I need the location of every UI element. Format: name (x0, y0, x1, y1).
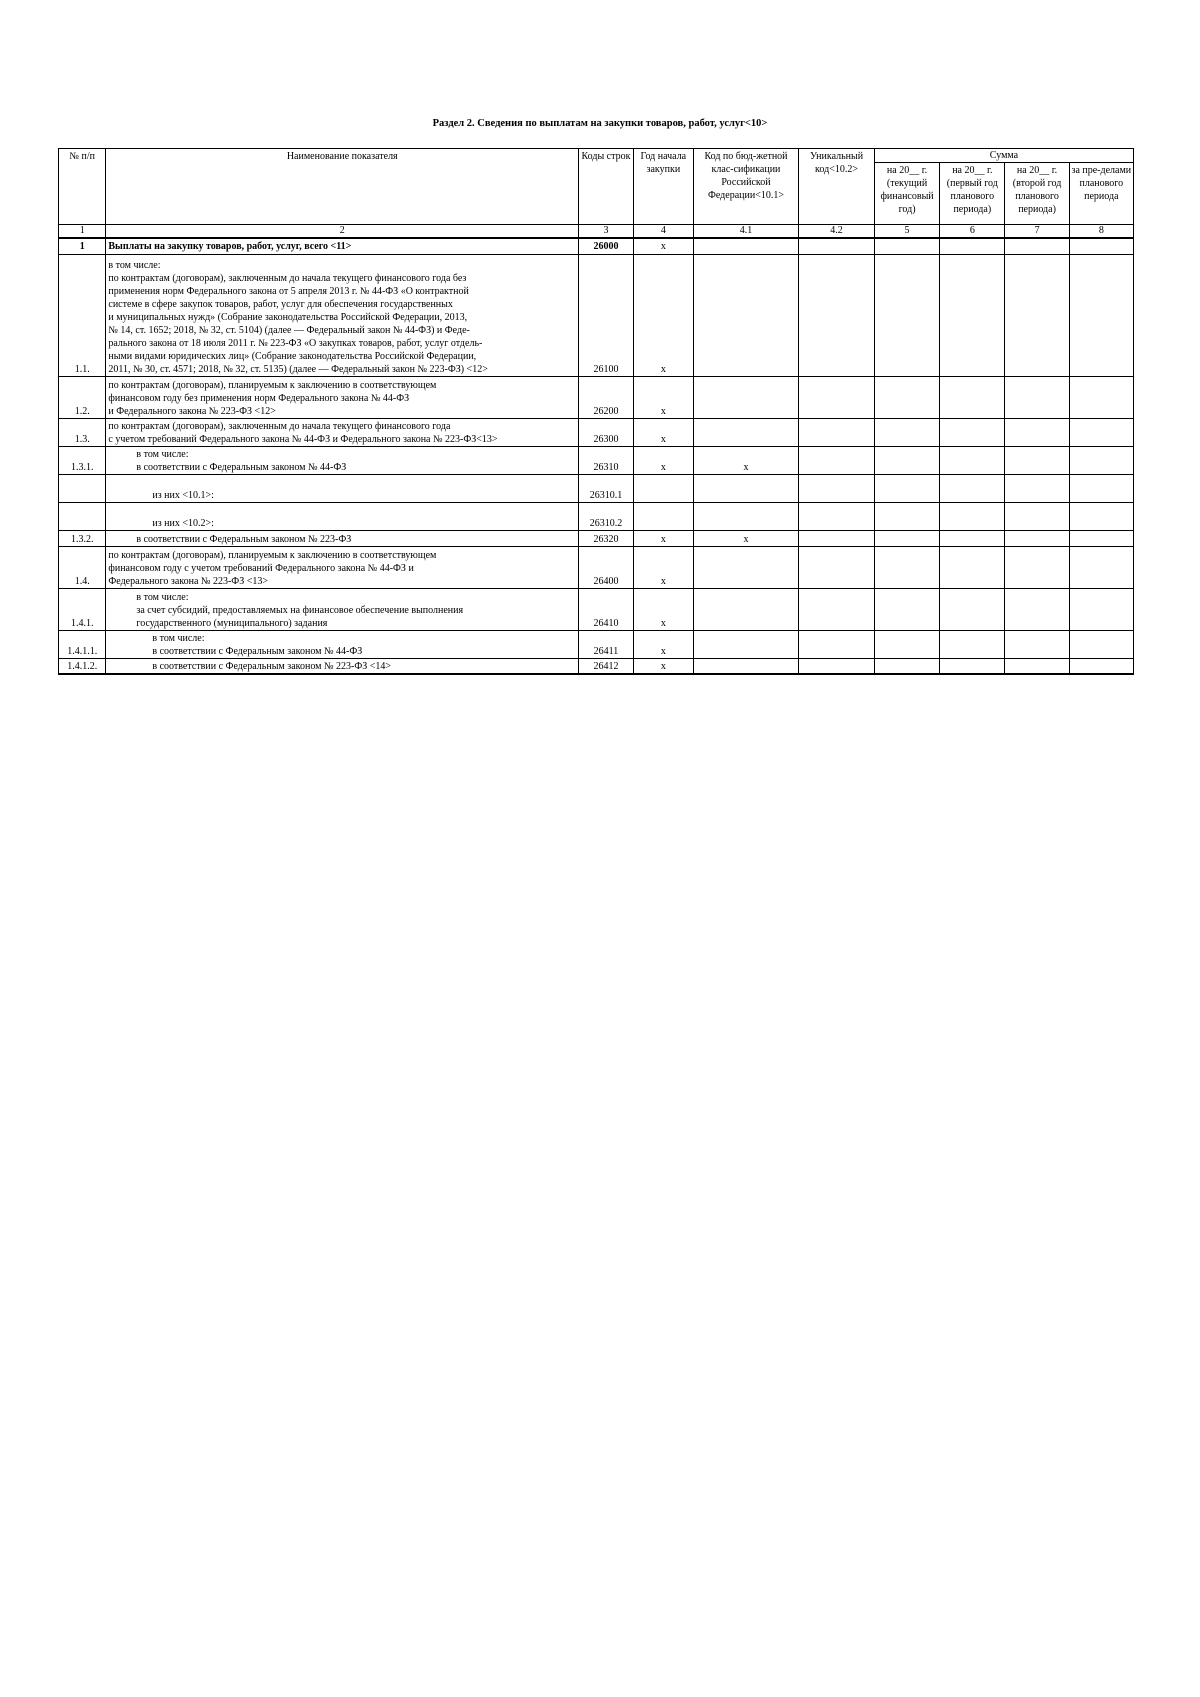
sum-current-year-cell (874, 658, 939, 674)
sum-beyond-plan-cell (1069, 546, 1133, 588)
indicator-name-line: государственного (муниципального) задания (136, 617, 328, 629)
sum-first-plan-year-cell (940, 630, 1005, 658)
sum-first-plan-year-cell (940, 376, 1005, 418)
column-number: 1 (59, 225, 106, 239)
budget-classification-code (693, 418, 798, 446)
procurement-start-year: x (633, 546, 693, 588)
sum-current-year-cell (874, 446, 939, 474)
indicator-name-line: по контрактам (договорам), заключенным до начала текущего финансового года без (108, 272, 467, 284)
budget-classification-code (693, 502, 798, 530)
sum-current-year-cell (874, 238, 939, 254)
sum-beyond-plan-cell (1069, 446, 1133, 474)
procurement-start-year (633, 474, 693, 502)
unique-code-cell (799, 502, 875, 530)
unique-code-cell (799, 658, 875, 674)
row-code: 26400 (579, 546, 634, 588)
unique-code-cell (799, 630, 875, 658)
row-number (59, 474, 106, 502)
row-code: 26300 (579, 418, 634, 446)
column-number: 5 (874, 225, 939, 239)
header-num: № п/п (59, 149, 106, 225)
sum-second-plan-year-cell (1005, 238, 1069, 254)
indicator-name-line: из них <10.2>: (152, 517, 214, 529)
row-number: 1.3.1. (59, 446, 106, 474)
sum-beyond-plan-cell (1069, 588, 1133, 630)
row-code: 26310.1 (579, 474, 634, 502)
sum-second-plan-year-cell (1005, 446, 1069, 474)
indicator-name (106, 474, 579, 502)
indicator-name-line: финансовом году без применения норм Федерального закона № 44-ФЗ (108, 392, 410, 404)
budget-classification-code (693, 474, 798, 502)
column-number: 6 (940, 225, 1005, 239)
unique-code-cell (799, 474, 875, 502)
indicator-name (106, 658, 579, 674)
header-name: Наименование показателя (106, 149, 579, 225)
unique-code-cell (799, 238, 875, 254)
column-numbers-row (59, 225, 1134, 239)
budget-classification-code (693, 238, 798, 254)
indicator-name-line: применения норм Федерального закона от 5 апреля 2013 г. № 44-ФЗ «О контрактной (108, 285, 469, 297)
sum-current-year-cell (874, 530, 939, 546)
indicator-name-line: Федерального закона № 223-ФЗ <13> (108, 575, 268, 587)
row-number: 1 (59, 238, 106, 254)
sum-second-plan-year-cell (1005, 502, 1069, 530)
indicator-name (106, 502, 579, 530)
indicator-name (106, 446, 579, 474)
indicator-name (106, 238, 579, 254)
indicator-name (106, 376, 579, 418)
sum-first-plan-year-cell (940, 418, 1005, 446)
indicator-name-line: в том числе: (108, 259, 161, 271)
procurement-start-year: x (633, 446, 693, 474)
sum-first-plan-year-cell (940, 546, 1005, 588)
indicator-name (106, 630, 579, 658)
indicator-name-line: рального закона от 18 июля 2011 г. № 223-ФЗ «О закупках товаров, работ, услуг отдель- (108, 337, 483, 349)
sum-first-plan-year-cell (940, 588, 1005, 630)
procurement-start-year: x (633, 238, 693, 254)
table-row (59, 474, 1134, 502)
indicator-name (106, 546, 579, 588)
sum-beyond-plan-cell (1069, 630, 1133, 658)
row-code: 26412 (579, 658, 634, 674)
indicator-name-line: по контрактам (договорам), планируемым к заключению в соответствующем (108, 379, 437, 391)
unique-code-cell (799, 588, 875, 630)
indicator-name-line: в соответствии с Федеральным законом № 223-ФЗ <14> (152, 661, 392, 672)
sum-first-plan-year-cell (940, 446, 1005, 474)
procurement-payments-table (58, 148, 1134, 675)
unique-code-cell (799, 546, 875, 588)
indicator-name-line: в соответствии с Федеральным законом № 44-ФЗ (152, 645, 363, 657)
sum-current-year-cell (874, 418, 939, 446)
section-title: Раздел 2. Сведения по выплатам на закупки товаров, работ, услуг<10> (432, 118, 768, 129)
sum-beyond-plan-cell (1069, 418, 1133, 446)
header-kbk: Код по бюд-жетной клас-сификации Российской Федерации<10.1> (693, 149, 798, 225)
sum-beyond-plan-cell (1069, 474, 1133, 502)
procurement-start-year: x (633, 376, 693, 418)
indicator-name (106, 418, 579, 446)
sum-second-plan-year-cell (1005, 658, 1069, 674)
unique-code-cell (799, 254, 875, 376)
indicator-name-line: с учетом требований Федерального закона № 44-ФЗ и Федерального закона № 223-ФЗ<13> (108, 433, 498, 445)
header-year: Год начала закупки (633, 149, 693, 225)
header-sum: Сумма (874, 149, 1133, 163)
indicator-name-line: по контрактам (договорам), заключенным до начала текущего финансового года (108, 420, 451, 432)
sum-second-plan-year-cell (1005, 376, 1069, 418)
budget-classification-code: x (693, 530, 798, 546)
budget-classification-code (693, 588, 798, 630)
sum-current-year-cell (874, 474, 939, 502)
indicator-name-line: по контрактам (договорам), планируемым к заключению в соответствующем (108, 549, 437, 561)
table-row (59, 254, 1134, 376)
budget-classification-code (693, 376, 798, 418)
row-number: 1.3.2. (59, 530, 106, 546)
indicator-name-line: в том числе: (152, 632, 205, 644)
indicator-name-line: 2011, № 30, ст. 4571; 2018, № 32, ст. 5135) (далее — Федеральный закон № 223-ФЗ) <12> (108, 363, 488, 375)
budget-classification-code (693, 630, 798, 658)
procurement-start-year: x (633, 418, 693, 446)
unique-code-cell (799, 418, 875, 446)
sum-current-year-cell (874, 546, 939, 588)
sum-current-year-cell (874, 588, 939, 630)
indicator-name-line: и Федерального закона № 223-ФЗ <12> (108, 405, 276, 417)
unique-code-cell (799, 530, 875, 546)
sum-current-year-cell (874, 254, 939, 376)
indicator-name-line: финансовом году с учетом требований Федерального закона № 44-ФЗ и (108, 562, 414, 574)
column-number: 4.2 (799, 225, 875, 239)
row-code: 26310 (579, 446, 634, 474)
indicator-name-line: за счет субсидий, предоставляемых на финансовое обеспечение выполнения (136, 604, 464, 616)
table-row (59, 376, 1134, 418)
row-number: 1.1. (59, 254, 106, 376)
budget-classification-code (693, 546, 798, 588)
sum-beyond-plan-cell (1069, 530, 1133, 546)
sum-first-plan-year-cell (940, 530, 1005, 546)
column-number: 4 (633, 225, 693, 239)
row-number (59, 502, 106, 530)
row-number: 1.3. (59, 418, 106, 446)
sum-second-plan-year-cell (1005, 530, 1069, 546)
indicator-name-line: ными видами юридических лиц» (Собрание законодательства Российской Федерации, (108, 350, 477, 362)
sum-first-plan-year-cell (940, 254, 1005, 376)
indicator-name (106, 530, 579, 546)
table-row (59, 658, 1134, 674)
sum-beyond-plan-cell (1069, 658, 1133, 674)
sum-second-plan-year-cell (1005, 418, 1069, 446)
table-row (59, 588, 1134, 630)
sum-current-year-cell (874, 502, 939, 530)
budget-classification-code (693, 658, 798, 674)
table-row (59, 546, 1134, 588)
sum-second-plan-year-cell (1005, 546, 1069, 588)
row-code: 26320 (579, 530, 634, 546)
indicator-name-line: № 14, ст. 1652; 2018, № 32, ст. 5104) (далее — Федеральный закон № 44-ФЗ) и Феде- (108, 324, 470, 336)
sum-current-year-cell (874, 630, 939, 658)
procurement-start-year: x (633, 254, 693, 376)
procurement-start-year: x (633, 630, 693, 658)
table-row (59, 418, 1134, 446)
sum-second-plan-year-cell (1005, 474, 1069, 502)
row-code: 26310.2 (579, 502, 634, 530)
indicator-name-line: и муниципальных нужд» (Собрание законодательства Российской Федерации, 2013, (108, 311, 468, 323)
indicator-name-line: Выплаты на закупку товаров, работ, услуг, всего <11> (108, 240, 352, 252)
header-sum-current-year: на 20__ г. (текущий финансовый год) (874, 163, 939, 225)
row-code: 26000 (579, 238, 634, 254)
table-row (59, 446, 1134, 474)
sum-first-plan-year-cell (940, 238, 1005, 254)
row-number: 1.4.1. (59, 588, 106, 630)
sum-beyond-plan-cell (1069, 376, 1133, 418)
row-number: 1.4. (59, 546, 106, 588)
row-code: 26100 (579, 254, 634, 376)
column-number: 4.1 (693, 225, 798, 239)
header-sum-first-plan-year: на 20__ г. (первый год планового периода) (940, 163, 1005, 225)
indicator-name-line: в том числе: (136, 591, 189, 603)
sum-beyond-plan-cell (1069, 238, 1133, 254)
indicator-name-line: системе в сфере закупок товаров, работ, услуг для обеспечения государственных (108, 298, 453, 310)
column-number: 7 (1005, 225, 1069, 239)
table-row (59, 502, 1134, 530)
table-row (59, 530, 1134, 546)
sum-second-plan-year-cell (1005, 588, 1069, 630)
column-number: 3 (579, 225, 634, 239)
indicator-name (106, 588, 579, 630)
procurement-start-year: x (633, 588, 693, 630)
sum-first-plan-year-cell (940, 502, 1005, 530)
table-body (59, 238, 1134, 674)
indicator-name (106, 254, 579, 376)
sum-second-plan-year-cell (1005, 254, 1069, 376)
header-unique-code: Уникальный код<10.2> (799, 149, 875, 225)
sum-beyond-plan-cell (1069, 502, 1133, 530)
indicator-name-line: из них <10.1>: (152, 489, 214, 501)
header-code: Коды строк (579, 149, 634, 225)
procurement-start-year: x (633, 658, 693, 674)
indicator-name-line: в соответствии с Федеральным законом № 223-ФЗ (136, 533, 352, 545)
table-row (59, 238, 1134, 254)
row-number: 1.2. (59, 376, 106, 418)
row-code: 26410 (579, 588, 634, 630)
header-sum-second-plan-year: на 20__ г. (второй год планового периода) (1005, 163, 1069, 225)
row-code: 26200 (579, 376, 634, 418)
unique-code-cell (799, 446, 875, 474)
row-number: 1.4.1.2. (59, 658, 106, 674)
sum-second-plan-year-cell (1005, 630, 1069, 658)
column-number: 8 (1069, 225, 1133, 239)
header-sum-beyond-plan: за пре-делами планового периода (1069, 163, 1133, 225)
row-number: 1.4.1.1. (59, 630, 106, 658)
indicator-name-line: в соответствии с Федеральным законом № 44-ФЗ (136, 461, 347, 473)
unique-code-cell (799, 376, 875, 418)
budget-classification-code: x (693, 446, 798, 474)
indicator-name-line: в том числе: (136, 448, 189, 460)
table-row (59, 630, 1134, 658)
sum-current-year-cell (874, 376, 939, 418)
row-code: 26411 (579, 630, 634, 658)
column-number: 2 (106, 225, 579, 239)
sum-first-plan-year-cell (940, 474, 1005, 502)
sum-beyond-plan-cell (1069, 254, 1133, 376)
budget-classification-code (693, 254, 798, 376)
sum-first-plan-year-cell (940, 658, 1005, 674)
procurement-start-year (633, 502, 693, 530)
procurement-start-year: x (633, 530, 693, 546)
